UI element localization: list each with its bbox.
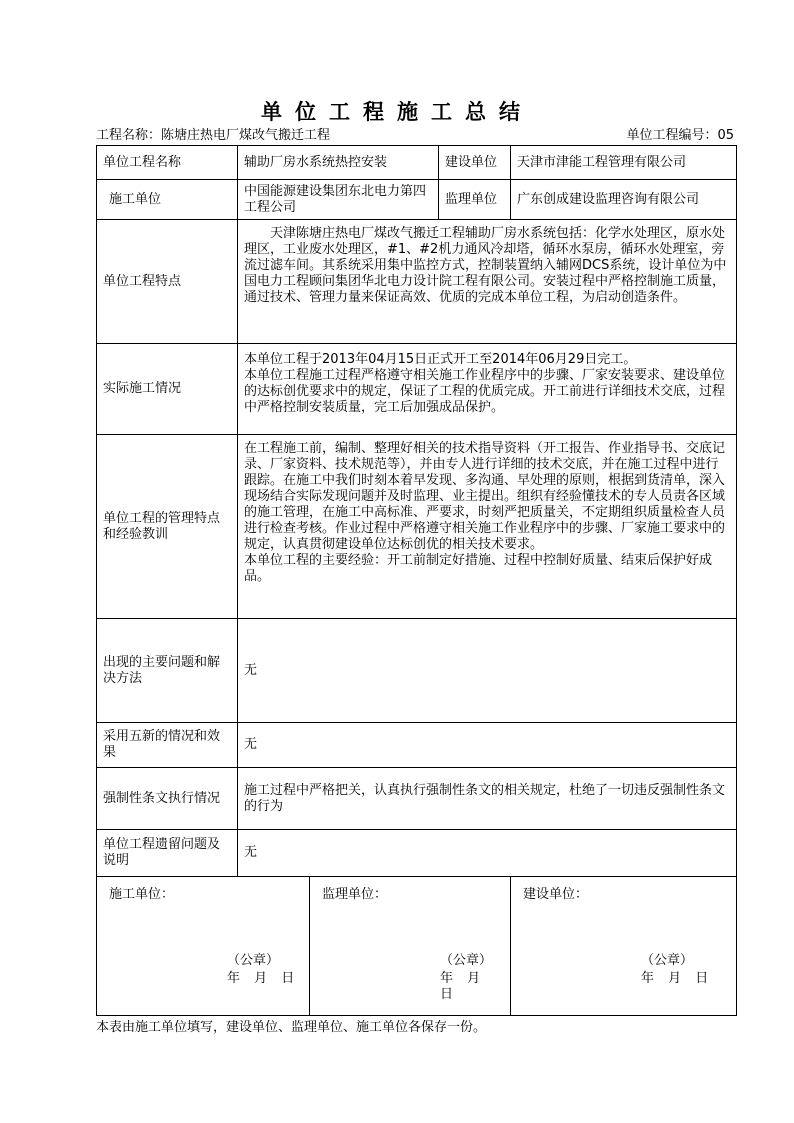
table-row <box>97 619 737 723</box>
summary-table <box>96 145 737 1016</box>
actual-paragraph-1: 本单位工程于2013年04月15日正式开工至2014年06月29日完工。 <box>244 352 637 367</box>
actual-paragraph-2: 本单位工程施工过程严格遵守相关施工作业程序中的步骤、厂家安装要求、建设单位的达标创优要求中的规定，保证了工程的优质完成。开工前进行详细技术交底，过程中严格控制安装质量，完工后加强成品保护。 <box>244 368 726 415</box>
date-text: 年 月 日 <box>440 971 482 1002</box>
problems-label: 出现的主要问题和解决方法 <box>97 619 238 723</box>
table-row <box>97 146 737 180</box>
owner-label: 建设单位 <box>439 146 511 180</box>
project-header <box>96 128 736 144</box>
mandatory-label: 强制性条文执行情况 <box>97 768 238 830</box>
signature-supervisor-label: 监理单位： <box>322 887 388 902</box>
table-row <box>97 768 737 830</box>
date-text: 年 月 日 <box>641 971 710 986</box>
signature-owner <box>511 877 737 1016</box>
supervisor-value: 广东创成建设监理咨询有限公司 <box>511 180 737 220</box>
problems-value: 无 <box>238 619 737 723</box>
unit-name-value: 辅助厂房水系统热控安装 <box>238 146 439 180</box>
supervisor-label: 监理单位 <box>439 180 511 220</box>
owner-value: 天津市津能工程管理有限公司 <box>511 146 737 180</box>
project-name: 工程名称：陈塘庄热电厂煤改气搬迁工程 <box>96 128 331 143</box>
management-label: 单位工程的管理特点和经验教训 <box>97 435 238 619</box>
unit-code: 单位工程编号：05 <box>626 128 734 143</box>
footnote: 本表由施工单位填写，建设单位、监理单位、施工单位各保存一份。 <box>96 1020 487 1035</box>
seal-text: （公章） <box>227 953 280 968</box>
table-row <box>97 220 737 344</box>
signature-row <box>97 877 737 1016</box>
table-row <box>97 830 737 877</box>
management-paragraph-2: 本单位工程的主要经验：开工前制定好措施、过程中控制好质量、结束后保护好成品。 <box>244 553 713 584</box>
table-row <box>97 344 737 435</box>
contractor-value: 中国能源建设集团东北电力第四工程公司 <box>238 180 439 220</box>
mandatory-value: 施工过程中严格把关，认真执行强制性条文的相关规定，杜绝了一切违反强制性条文的行为 <box>238 768 737 830</box>
features-label: 单位工程特点 <box>97 220 238 344</box>
signature-contractor <box>97 877 310 1016</box>
seal-text: （公章） <box>440 953 493 968</box>
table-row <box>97 435 737 619</box>
contractor-label: 施工单位 <box>97 180 238 220</box>
table-row <box>97 723 737 768</box>
seal-text: （公章） <box>641 953 694 968</box>
signature-contractor-label: 施工单位： <box>109 887 175 902</box>
features-text: 天津陈塘庄热电厂煤改气搬迁工程辅助厂房水系统包括：化学水处理区，原水处理区，工业废水处理区，#1、#2机力通风冷却塔，循环水泵房，循环水处理室，旁流过滤车间。其系统采用集中监控方式，控制装置纳入辅网DCS系统，设计单位为中国电力工程顾问集团华北电力设计院工程有限公司。安装过程中严格控制施工质量，通过技术、管理力量来保证高效、优质的完成本单位工程，为启动创造条件。 <box>238 220 737 344</box>
leftover-value: 无 <box>238 830 737 877</box>
management-cell <box>238 435 737 619</box>
five-new-value: 无 <box>238 723 737 768</box>
actual-label: 实际施工情况 <box>97 344 238 435</box>
page-title: 单位工程施工总结 <box>261 100 533 124</box>
signature-owner-label: 建设单位： <box>523 887 589 902</box>
five-new-label: 采用五新的情况和效果 <box>97 723 238 768</box>
management-paragraph-1: 在工程施工前，编制、整理好相关的技术指导资料（开工报告、作业指导书、交底记录、厂家资料、技术规范等），并由专人进行详细的技术交底，并在施工过程中进行跟踪。在施工中我们时刻本着早发现、多沟通、早处理的原则，根据到货清单，深入现场结合实际发现问题并及时监理、业主提出。组织有经验懂技术的专人员责各区域的施工管理，在施工中高标准、严要求，时刻严把质量关，不定期组织质量检查人员进行检查考核。作业过程中严格遵守相关施工作业程序中的步骤、厂家施工要求中的规定，认真贯彻建设单位达标创优的相关技术要求。 <box>244 441 726 552</box>
table-row <box>97 180 737 220</box>
leftover-label: 单位工程遗留问题及说明 <box>97 830 238 877</box>
actual-cell <box>238 344 737 435</box>
unit-name-label: 单位工程名称 <box>97 146 238 180</box>
signature-supervisor <box>310 877 511 1016</box>
date-text: 年 月 日 <box>227 971 296 986</box>
